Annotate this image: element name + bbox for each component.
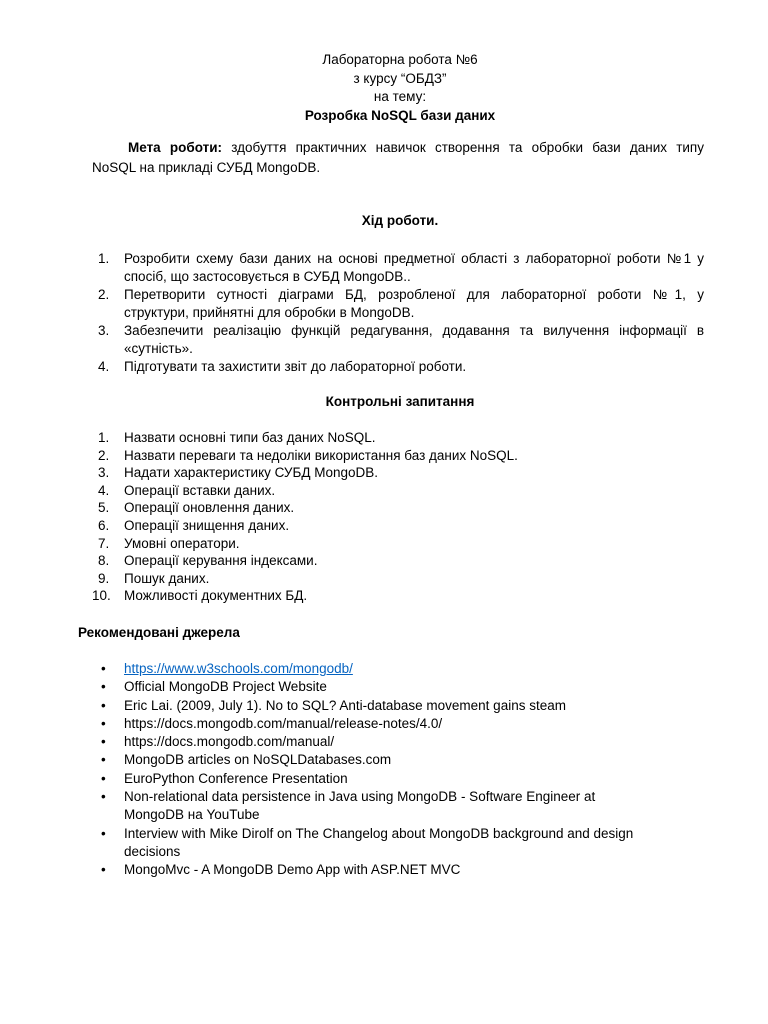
list-item [92,660,672,678]
item-text: Надати характеристику СУБД MongoDB. [124,465,379,481]
item-number: 3. [98,465,110,481]
w3schools-link[interactable]: https://www.w3schools.com/mongodb/ [124,661,353,676]
list-item [92,535,704,553]
list-item [92,587,704,605]
item-text: Пошук даних. [124,570,210,586]
bullet: • [101,825,106,841]
list-item [92,322,704,358]
item-number: 6. [98,517,110,533]
bullet: • [101,715,106,731]
course-line: з курсу “ОБДЗ” [353,70,447,86]
list-item [92,286,704,322]
item-text: Non-relational data persistence in Java using MongoDB - Software Engineer at [124,789,596,805]
bullet: • [101,679,106,695]
list-item [92,250,704,286]
item-text: MongoDB articles on NoSQLDatabases.com [124,752,392,768]
item-line: спосіб, що застосовується в СУБД MongoDB.. [124,269,411,284]
topic-title: Розробка NoSQL бази даних [304,107,496,123]
item-text: Назвати переваги та недоліки використання баз даних NoSQL. [124,447,518,463]
item-number: 2. [98,287,110,302]
item-number: 7. [98,535,110,551]
list-item [92,825,672,862]
bullet: • [101,752,106,768]
item-number: 3. [98,323,110,338]
workflow-list [92,250,704,376]
list-item [92,861,672,879]
questions-heading: Контрольні запитання [325,394,475,409]
document-header [0,51,768,125]
item-text: https://docs.mongodb.com/manual/ [124,734,335,750]
bullet: • [101,661,106,676]
bullet: • [101,734,106,750]
item-number: 4. [98,482,110,498]
lab-title: Лабораторна робота №6 [322,52,478,67]
sources-heading: Рекомендовані джерела [78,625,240,640]
list-item [92,482,704,500]
list-item [92,697,672,715]
item-line: Перетворити сутності діаграми БД, розробленої для лабораторної роботи №1, у [124,287,704,302]
item-text: Умовні оператори. [124,535,240,551]
item-number: 8. [98,553,110,569]
item-line: структури, прийнятні для обробки в MongoDB. [124,305,415,320]
list-item [92,788,672,825]
item-number: 4. [98,359,110,374]
item-text-cont: decisions [124,843,181,859]
list-item [92,733,672,751]
goal-text-1: здобуття практичних навичок створення та обробки бази даних типу [231,140,704,155]
item-line: Підготувати та захистити звіт до лабораторної роботи. [124,359,467,374]
bullet: • [101,770,106,786]
list-item [92,678,672,696]
list-item [92,751,672,769]
item-text: Official MongoDB Project Website [124,679,327,695]
list-item [92,358,704,376]
workflow-heading: Хід роботи. [361,213,439,228]
item-text: Eric Lai. (2009, July 1). No to SQL? Anti-database movement gains steam [124,697,566,713]
item-text: Interview with Mike Dirolf on The Changelog about MongoDB background and design [124,825,634,841]
list-item [92,464,704,482]
list-item [92,447,704,465]
item-number: 1. [98,430,110,445]
item-number: 5. [98,500,110,516]
list-item [92,429,704,447]
item-text: Назвати основні типи баз даних NoSQL. [124,430,376,445]
item-text-cont: MongoDB на YouTube [124,807,260,823]
item-number: 10. [92,588,111,604]
list-item [92,499,704,517]
item-text: Операції знищення даних. [124,517,290,533]
goal-line-1 [92,138,704,158]
goal-paragraph [92,138,704,178]
questions-list [92,429,704,605]
item-text: Можливості документних БД. [124,588,308,604]
bullet: • [101,862,106,878]
item-number: 9. [98,570,110,586]
list-item [92,770,672,788]
goal-text-2: NoSQL на прикладі СУБД MongoDB. [92,160,321,175]
item-text: https://docs.mongodb.com/manual/release-notes/4.0/ [124,715,443,731]
item-text: Операції оновлення даних. [124,500,295,516]
list-item [92,517,704,535]
bullet: • [101,789,106,805]
item-text: Операції вставки даних. [124,482,276,498]
list-item [92,570,704,588]
goal-label: Мета роботи: [128,140,223,155]
topic-label: на тему: [373,89,427,104]
bullet: • [101,697,106,713]
item-line: Розробити схему бази даних на основі предметної області з лабораторної роботи №1 у [124,251,704,266]
item-text: Операції керування індексами. [124,553,318,569]
item-line: «сутність». [124,341,193,356]
item-number: 2. [98,447,110,463]
item-line: Забезпечити реалізацію функцій редагування, додавання та вилучення інформації в [124,323,704,338]
item-text: MongoMvc - A MongoDB Demo App with ASP.NET MVC [124,862,461,878]
item-text: EuroPython Conference Presentation [124,770,348,786]
list-item [92,715,672,733]
list-item [92,552,704,570]
item-number: 1. [98,251,110,266]
sources-list [92,660,672,880]
